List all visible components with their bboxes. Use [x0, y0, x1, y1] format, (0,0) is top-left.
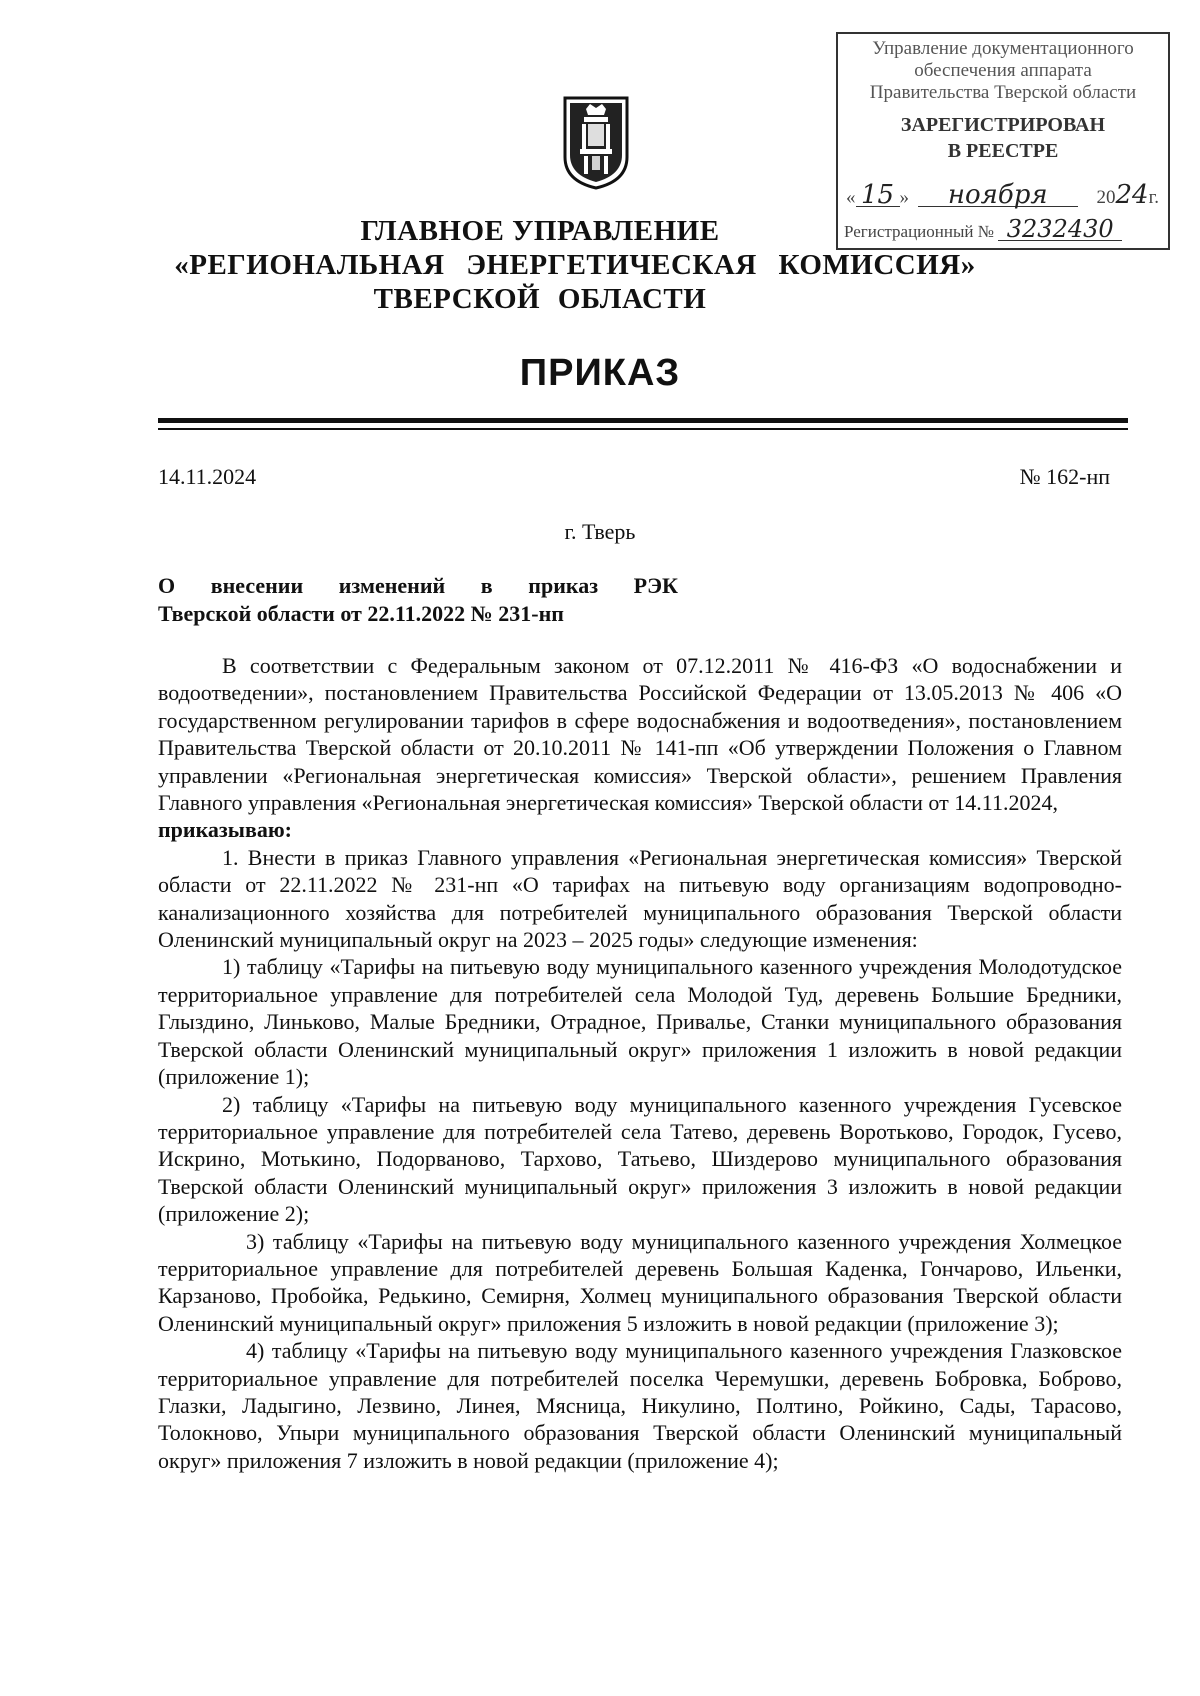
stamp-org-line3: Правительства Тверской области — [869, 82, 1137, 103]
stamp-date-row: « 15 » ноября 2024г. — [846, 180, 1159, 210]
stamp-org-line2: обеспечения аппарата — [914, 60, 1092, 81]
stamp-registered-line1: ЗАРЕГИСТРИРОВАН — [900, 114, 1106, 136]
stamp-regnum: 3232430 — [998, 218, 1122, 241]
header-rule-thin — [158, 428, 1128, 430]
subitem-3-paragraph: 3) таблицу «Тарифы на питьевую воду муниципального казенного учреждения Холмецкое территориальное управление для потребителей деревень Большая Каденка, Гончарово, Ильенки, Карзаново, Пробойка, Редькино, Семирня, Холмец муниципального образования Тверской области Оленинский муниципальный округ» приложения 5 изложить в новой редакции (приложение 3); — [158, 1228, 1122, 1336]
header-line2: «РЕГИОНАЛЬНАЯ ЭНЕРГЕТИЧЕСКАЯ КОМИССИЯ» — [174, 249, 976, 281]
document-body — [158, 652, 1122, 1474]
stamp-day: 15 — [856, 184, 900, 207]
document-subject — [158, 572, 678, 628]
header-line3: ТВЕРСКОЙ ОБЛАСТИ — [373, 283, 707, 315]
preamble-paragraph: В соответствии с Федеральным законом от 07.12.2011 № 416-ФЗ «О водоснабжении и водоотведении», постановлением Правительства Российской Федерации от 13.05.2013 № 406 «О государственном регулировании тарифов в сфере водоснабжения и водоотведения», постановлением Правительства Тверской области от 20.10.2011 № 141-пп «Об утверждении Положения о Главном управлении «Региональная энергетическая комиссия» Тверской области», решением Правления Главного управления «Региональная энергетическая комиссия» Тверской области от 14.11.2024, — [158, 653, 1122, 816]
document-type-title: ПРИКАЗ — [519, 352, 681, 394]
stamp-year-prefix: 20 — [1096, 187, 1116, 208]
stamp-org-line1: Управление документационного — [872, 38, 1134, 59]
item-1-paragraph: 1. Внести в приказ Главного управления «Региональная энергетическая комиссия» Тверской области от 22.11.2022 № 231-нп «О тарифах на питьевую воду организациям водопроводно-канализационного хозяйства для потребителей муниципального образования Тверской области Оленинский муниципальный округ на 2023 – 2025 годы» следующие изменения: — [158, 844, 1122, 953]
stamp-organization — [838, 38, 1168, 104]
subitem-4-paragraph: 4) таблицу «Тарифы на питьевую воду муниципального казенного учреждения Глазковское территориальное управление для потребителей поселка Черемушки, деревень Бобровка, Боброво, Глазки, Ладыгино, Лезвино, Линея, Мясница, Никулино, Полтино, Ройкино, Сады, Тарасово, Толокново, Упыри муниципального образования Тверской области Оленинский муниципальный округ» приложения 7 изложить в новой редакции (приложение 4); — [158, 1338, 1122, 1473]
order-word: приказываю: — [158, 817, 292, 843]
subject-line2: Тверской области от 22.11.2022 № 231-нп — [158, 601, 564, 626]
subject-line1: О внесении изменений в приказ РЭК — [158, 573, 678, 598]
stamp-month: ноября — [918, 184, 1078, 207]
subitem-2-paragraph: 2) таблицу «Тарифы на питьевую воду муниципального казенного учреждения Гусевское территориальное управление для потребителей села Татево, деревень Воротьково, Городок, Гусево, Искрино, Мотькино, Подорваново, Тархово, Татьево, Шиздерово муниципального образования Тверской области Оленинский муниципальный округ» приложения 3 изложить в новой редакции (приложение 2); — [158, 1091, 1122, 1227]
document-number: № 162-нп — [1019, 464, 1110, 489]
stamp-registered — [838, 112, 1168, 164]
stamp-year-unit: г. — [1148, 187, 1159, 208]
stamp-year-suffix: 24 — [1115, 180, 1149, 210]
header-line1: ГЛАВНОЕ УПРАВЛЕНИЕ — [360, 215, 720, 247]
header-rule-thick — [158, 418, 1128, 423]
document-city: г. Тверь — [564, 519, 636, 544]
document-date: 14.11.2024 — [158, 464, 257, 489]
stamp-registered-line2: В РЕЕСТРЕ — [947, 140, 1059, 162]
subitem-1-paragraph: 1) таблицу «Тарифы на питьевую воду муниципального казенного учреждения Молодотудское территориальное управление для потребителей села Молодой Туд, деревень Большие Бредники, Глыздино, Линьково, Малые Бредники, Отрадное, Привалье, Станки муниципального образования Тверской области Оленинский муниципальный округ» приложения 1 изложить в новой редакции (приложение 1); — [158, 954, 1122, 1090]
stamp-regnum-label: Регистрационный № — [844, 222, 994, 241]
coat-of-arms-icon — [562, 95, 630, 191]
